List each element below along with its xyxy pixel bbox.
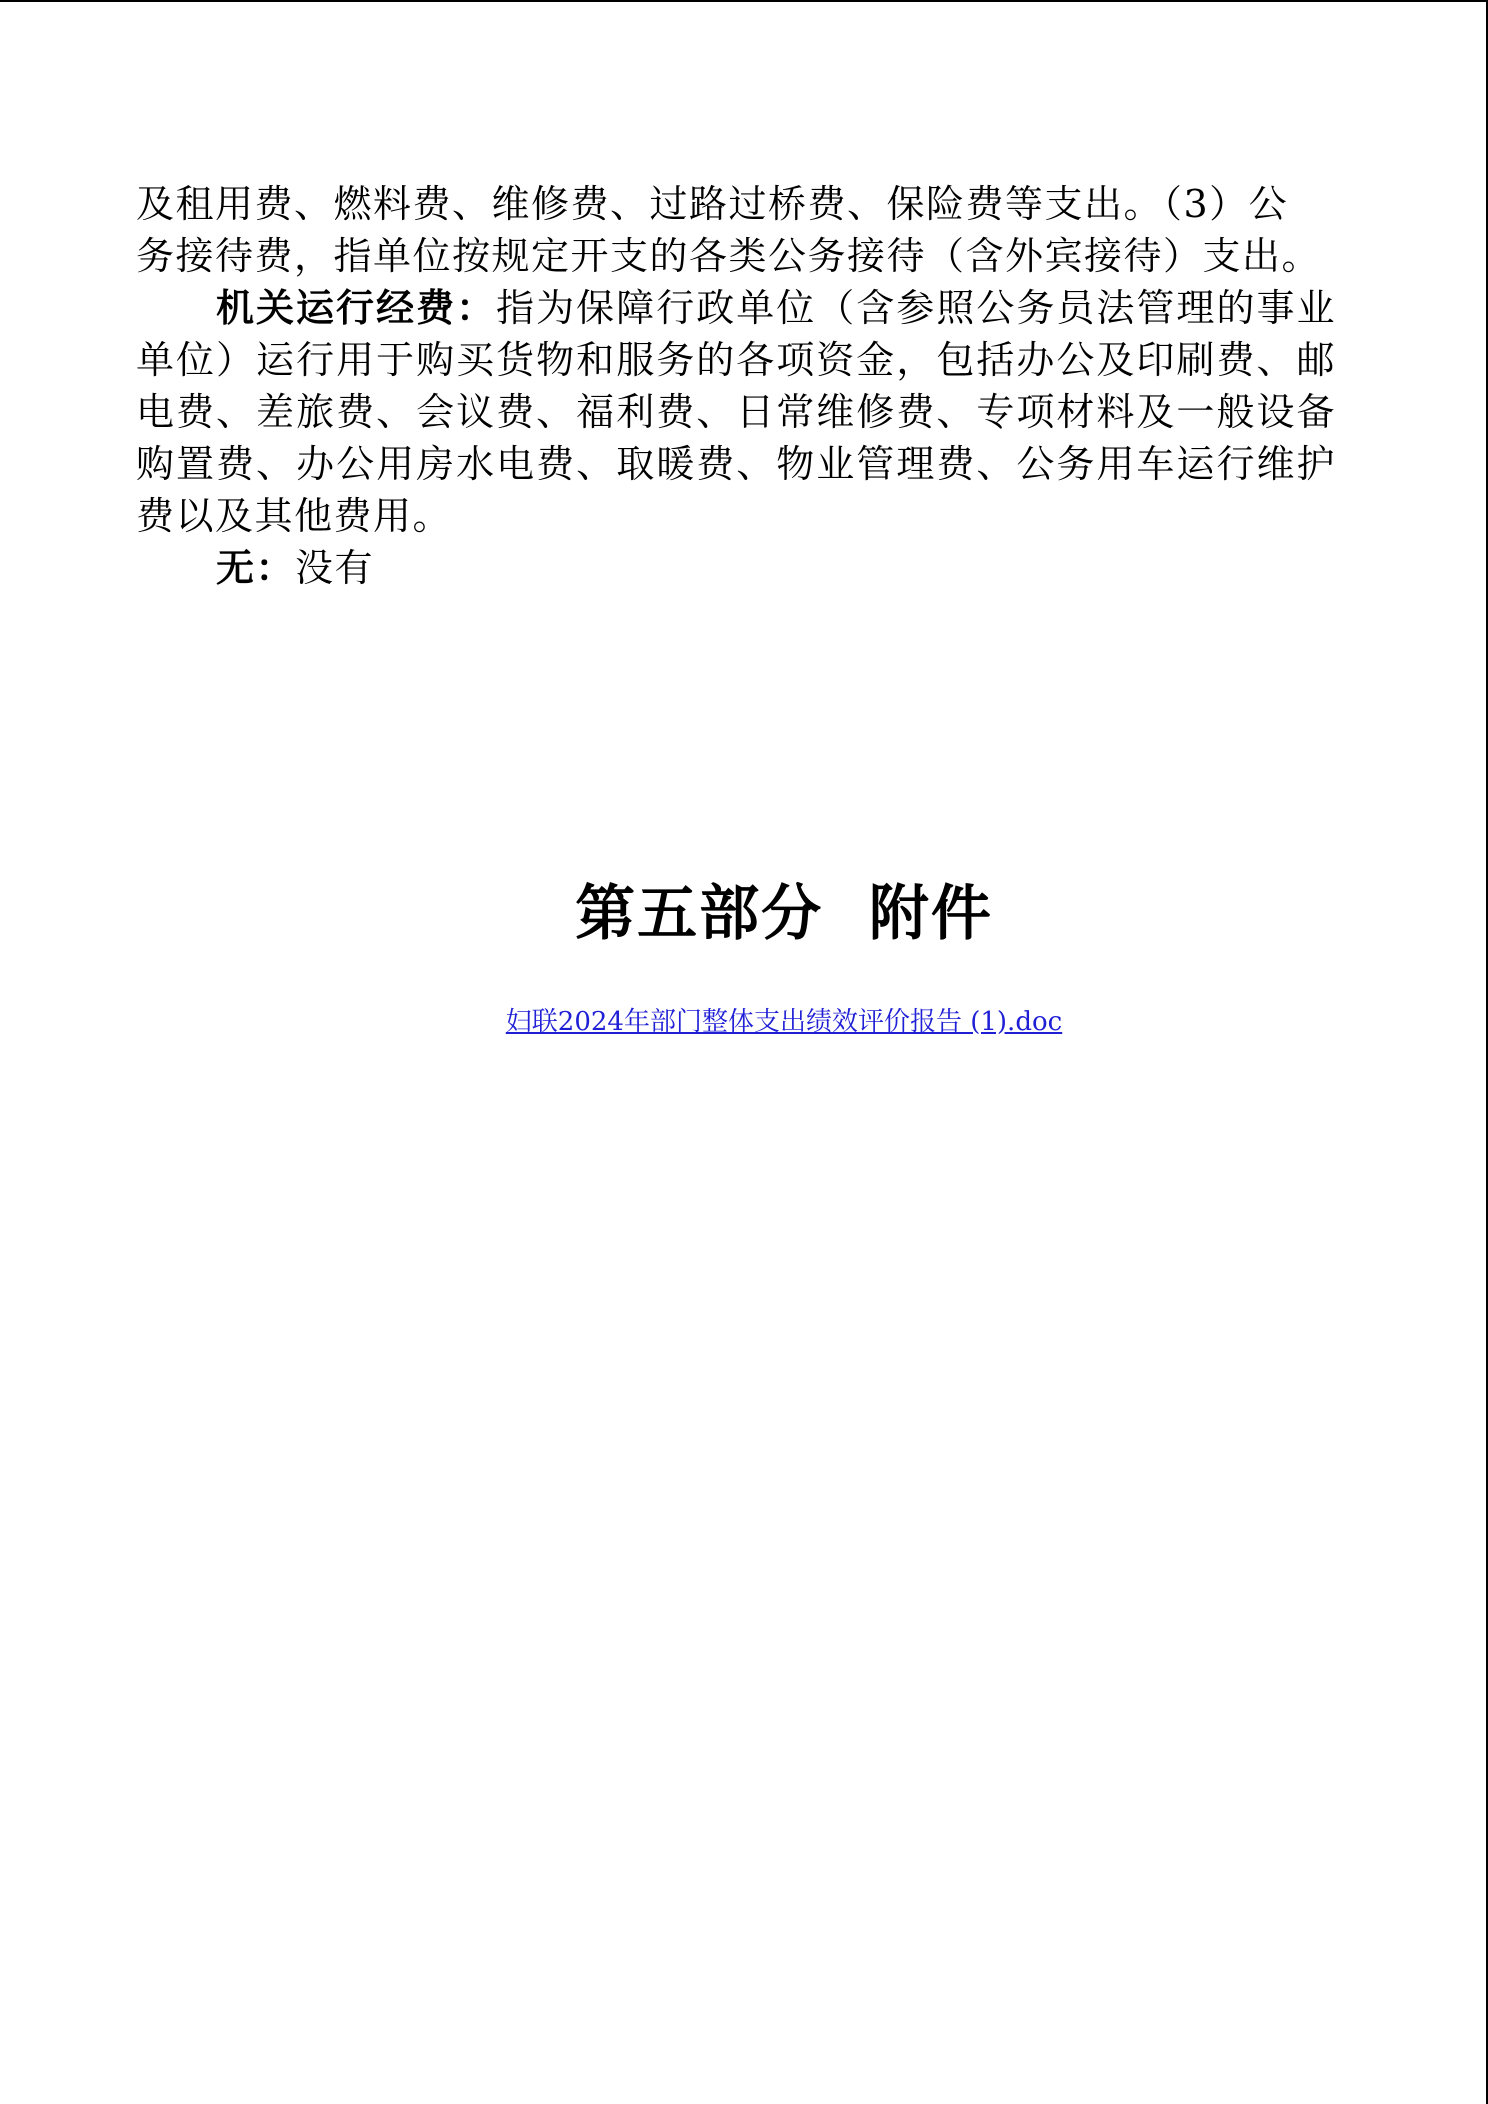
attachment-container — [0, 1004, 1488, 1040]
paragraph-line: 务接待费，指单位按规定开支的各类公务接待（含外宾接待）支出。 — [136, 234, 1322, 278]
section-title: 第五部分 附件 — [575, 879, 993, 949]
term-definition: 没有 — [295, 546, 375, 590]
term-label: 无： — [216, 546, 296, 590]
document-body — [136, 178, 1336, 594]
attachment-link[interactable]: 妇联2024年部门整体支出绩效评价报告 (1).doc — [505, 1007, 1063, 1037]
paragraph-none — [136, 542, 1336, 594]
term-label: 机关运行经费： — [216, 286, 497, 330]
page-border-top — [0, 0, 1488, 2]
paragraph-line: 及租用费、燃料费、维修费、过路过桥费、保险费等支出。（3）公 — [136, 182, 1289, 226]
paragraph-operating-expenses — [136, 282, 1336, 542]
term-definition: 指为保障行政单位（含参照公务员法管理的事业单位）运行用于购买货物和服务的各项资金，包括办公及印刷费、邮电费、差旅费、会议费、福利费、日常维修费、专项材料及一般设备购置费、办公用房水电费、取暖费、物业管理费、公务用车运行维护费以及其他费用。 — [136, 286, 1336, 538]
